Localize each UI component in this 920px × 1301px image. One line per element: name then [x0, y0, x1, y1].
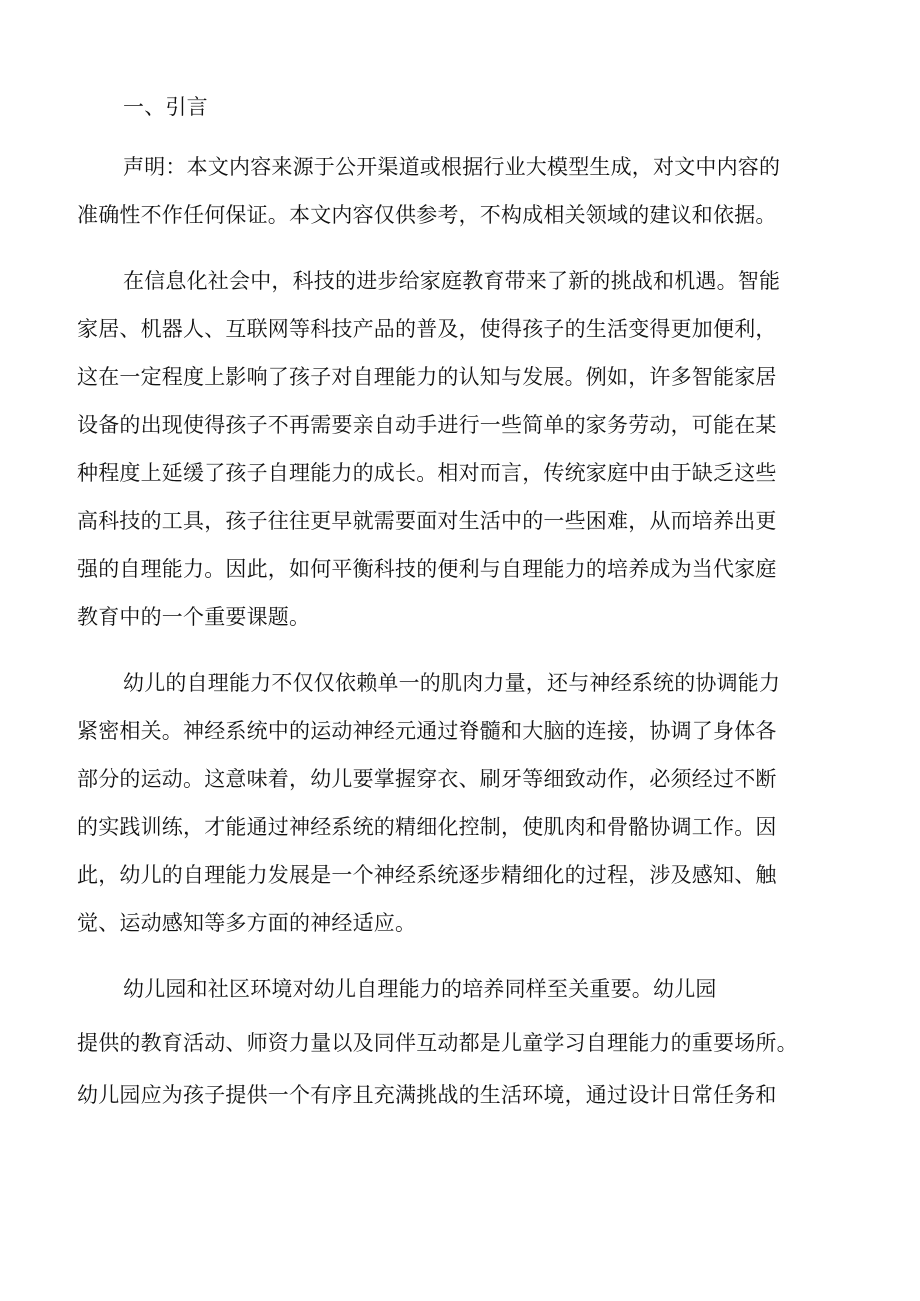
- paragraph-line: 紧密相关。神经系统中的运动神经元通过脊髓和大脑的连接，协调了身体各: [77, 719, 777, 743]
- paragraph-line: 在信息化社会中，科技的进步给家庭教育带来了新的挑战和机遇。智能: [123, 269, 781, 293]
- paragraph-line: 部分的运动。这意味着，幼儿要掌握穿衣、刷牙等细致动作，必须经过不断: [77, 767, 777, 791]
- paragraph-line: 教育中的一个重要课题。: [77, 605, 311, 629]
- paragraph-line: 幼儿的自理能力不仅仅依赖单一的肌肉力量，还与神经系统的协调能力: [123, 671, 781, 695]
- paragraph-line: 的实践训练，才能通过神经系统的精细化控制，使肌肉和骨骼协调工作。因: [77, 815, 777, 839]
- paragraph-line: 此，幼儿的自理能力发展是一个神经系统逐步精细化的过程，涉及感知、触: [77, 863, 777, 887]
- paragraph-line: 强的自理能力。因此，如何平衡科技的便利与自理能力的培养成为当代家庭: [77, 557, 777, 581]
- section-heading: 一、引言: [123, 95, 208, 119]
- paragraph-line: 声明：本文内容来源于公开渠道或根据行业大模型生成，对文中内容的: [123, 155, 781, 179]
- paragraph-line: 幼儿园和社区环境对幼儿自理能力的培养同样至关重要。幼儿园: [123, 977, 717, 1001]
- paragraph-line: 幼儿园应为孩子提供一个有序且充满挑战的生活环境，通过设计日常任务和: [77, 1083, 777, 1107]
- paragraph-line: 种程度上延缓了孩子自理能力的成长。相对而言，传统家庭中由于缺乏这些: [77, 461, 777, 485]
- paragraph-line: 觉、运动感知等多方面的神经适应。: [77, 911, 417, 935]
- paragraph-line: 高科技的工具，孩子往往更早就需要面对生活中的一些困难，从而培养出更: [77, 509, 777, 533]
- paragraph-line: 家居、机器人、互联网等科技产品的普及，使得孩子的生活变得更加便利，: [77, 317, 777, 341]
- paragraph-line: 设备的出现使得孩子不再需要亲自动手进行一些简单的家务劳动，可能在某: [77, 413, 777, 437]
- paragraph-line: 准确性不作任何保证。本文内容仅供参考，不构成相关领域的建议和依据。: [77, 203, 777, 227]
- paragraph-line: 这在一定程度上影响了孩子对自理能力的认知与发展。例如，许多智能家居: [77, 365, 777, 389]
- paragraph-line: 提供的教育活动、师资力量以及同伴互动都是儿童学习自理能力的重要场所。: [77, 1031, 798, 1055]
